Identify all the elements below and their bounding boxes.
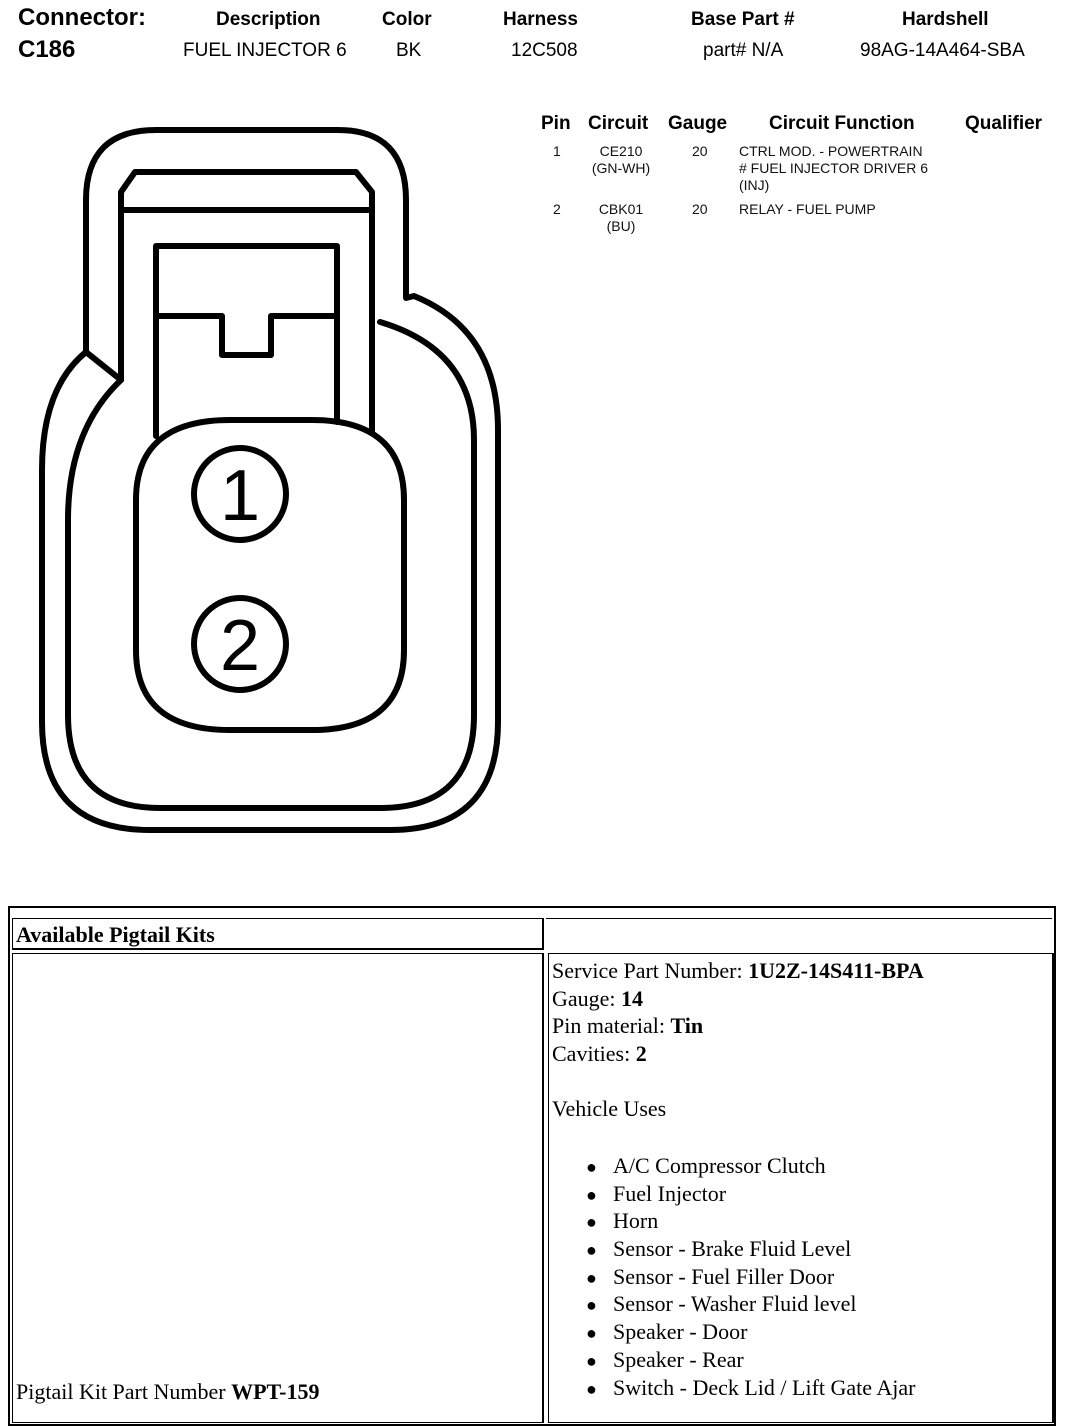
base-part-header: Base Part # <box>691 9 795 30</box>
pigtail-kit-image-cell <box>12 953 544 1423</box>
list-item <box>586 1180 915 1208</box>
spec-value: 14 <box>621 986 644 1011</box>
connector-face-diagram <box>0 80 540 850</box>
connector-id: C186 <box>18 36 76 63</box>
pigtail-kit-value: WPT-159 <box>231 1379 320 1404</box>
bullet-icon: ● <box>586 1157 597 1177</box>
row1-pin: 1 <box>553 143 561 159</box>
spec-value: 1U2Z-14S411-BPA <box>748 958 924 983</box>
row2-function <box>739 201 876 218</box>
spec-label: Gauge: <box>552 986 622 1011</box>
qualifier-col-header: Qualifier <box>965 113 1043 134</box>
row1-gauge: 20 <box>692 143 708 159</box>
vehicle-use-label: Sensor - Brake Fluid Level <box>613 1236 852 1262</box>
row2-function-line: RELAY - FUEL PUMP <box>739 201 876 217</box>
pigtail-kit-label: Pigtail Kit Part Number <box>16 1379 232 1404</box>
bullet-icon: ● <box>586 1323 597 1344</box>
bullet-icon: ● <box>586 1184 597 1205</box>
harness-value: 12C508 <box>511 40 578 61</box>
pigtail-kits-title: Available Pigtail Kits <box>16 922 215 947</box>
cavities-spec <box>552 1041 647 1067</box>
connector-label: Connector: <box>18 4 146 31</box>
spec-label: Pin material: <box>552 1013 671 1038</box>
latch-tab <box>156 316 337 355</box>
row2-pin: 2 <box>553 201 561 217</box>
spec-value: 2 <box>635 1041 647 1066</box>
color-value: BK <box>396 40 422 61</box>
row2-gauge: 20 <box>692 201 708 217</box>
vehicle-use-label: Speaker - Rear <box>613 1346 744 1372</box>
vehicle-uses-title: Vehicle Uses <box>552 1096 667 1121</box>
circuit-col-header: Circuit <box>588 113 649 134</box>
service-part-number <box>552 958 924 984</box>
pin-cavity-region <box>136 420 404 730</box>
bullet-icon: ● <box>586 1378 597 1399</box>
bullet-icon: ● <box>586 1212 597 1233</box>
spec-value: Tin <box>670 1013 704 1038</box>
pin-2-label: 2 <box>219 606 261 686</box>
bullet-icon: ● <box>586 1240 597 1261</box>
vehicle-use-label: Sensor - Washer Fluid level <box>613 1291 857 1317</box>
pin-material-spec <box>552 1013 703 1039</box>
pigtail-kit-part-number <box>16 1379 320 1405</box>
vehicle-use-label: Sensor - Fuel Filler Door <box>613 1263 835 1289</box>
vehicle-uses-list <box>586 1152 915 1401</box>
row1-function-line: # FUEL INJECTOR DRIVER 6 <box>739 160 929 176</box>
row1-function-line: CTRL MOD. - POWERTRAIN <box>739 143 923 159</box>
gauge-col-header: Gauge <box>668 113 728 134</box>
hardshell-header: Hardshell <box>902 9 989 30</box>
vehicle-use-label: Fuel Injector <box>613 1180 727 1206</box>
list-item <box>586 1374 915 1402</box>
spec-label: Cavities: <box>552 1041 636 1066</box>
bullet-icon: ● <box>586 1267 597 1288</box>
bullet-icon: ● <box>586 1295 597 1316</box>
base-part-value: part# N/A <box>703 40 784 61</box>
vehicle-use-label: A/C Compressor Clutch <box>613 1153 826 1178</box>
pin-col-header: Pin <box>541 113 571 134</box>
list-item <box>586 1290 915 1318</box>
row1-circuit-id: CE210 <box>599 143 643 159</box>
pigtail-kits-header-right-cell <box>546 918 1052 950</box>
list-item <box>586 1152 915 1180</box>
row2-circuit-id: CBK01 <box>598 201 644 217</box>
vehicle-use-label: Speaker - Door <box>613 1319 748 1345</box>
connector-outer-shell <box>42 130 498 830</box>
spec-label: Service Part Number: <box>552 958 749 983</box>
latch-inner-frame <box>156 246 337 436</box>
gauge-spec <box>552 986 643 1012</box>
list-item <box>586 1207 915 1235</box>
list-item <box>586 1263 915 1291</box>
hardshell-value: 98AG-14A464-SBA <box>860 40 1025 61</box>
bullet-icon: ● <box>586 1350 597 1371</box>
description-value: FUEL INJECTOR 6 <box>183 40 347 61</box>
row1-circuit-color: (GN-WH) <box>591 160 651 176</box>
list-item <box>586 1235 915 1263</box>
row1-function <box>739 143 928 194</box>
row2-circuit <box>585 201 657 235</box>
harness-header: Harness <box>503 9 578 30</box>
color-header: Color <box>382 9 432 30</box>
pin-1-label: 1 <box>219 456 261 536</box>
vehicle-use-label: Horn <box>613 1208 659 1234</box>
row1-function-line: (INJ) <box>739 177 770 193</box>
description-header: Description <box>216 9 321 30</box>
list-item <box>586 1346 915 1374</box>
vehicle-use-label: Switch - Deck Lid / Lift Gate Ajar <box>613 1374 916 1400</box>
row1-circuit <box>585 143 657 177</box>
list-item <box>586 1318 915 1346</box>
circuit-function-col-header: Circuit Function <box>769 113 915 134</box>
row2-circuit-color: (BU) <box>606 218 636 234</box>
connector-inner-contour <box>68 322 474 808</box>
